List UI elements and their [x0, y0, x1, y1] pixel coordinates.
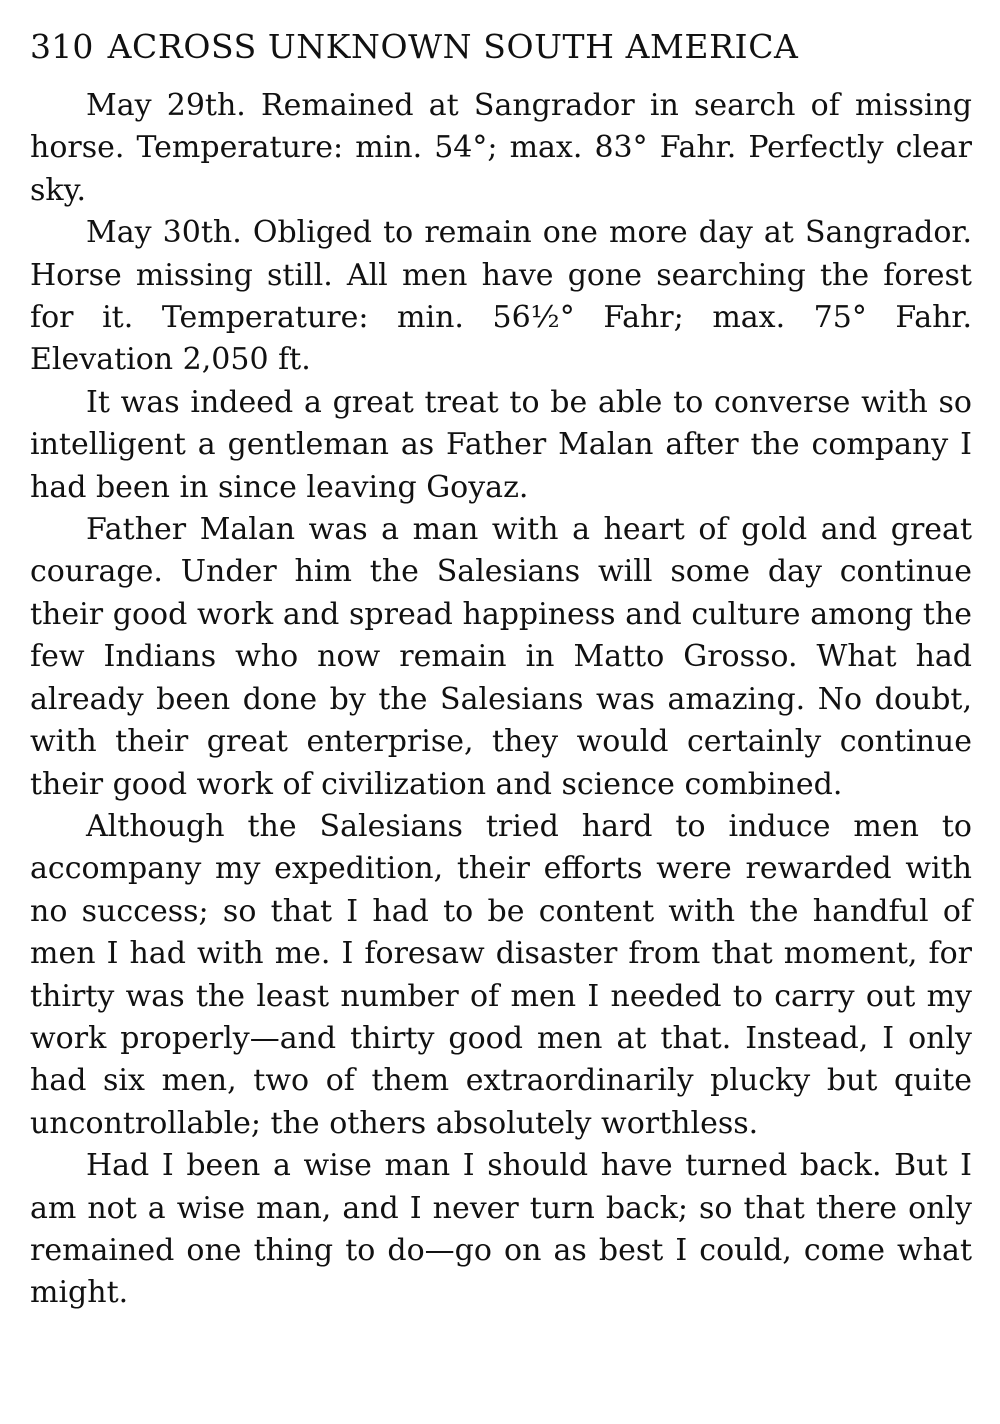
paragraph-recruiting-men: Although the Salesians tried hard to induce men to accompany my expedition, their efforts were rewarded with no success; so that I had to be content with the handful of men I had with me. I foresaw disaster from that moment, for thirty was the least number of men I needed to carry out my work properly—and thirty good men at that. Instead, I only had six men, two of them extraordinarily plucky but quite uncontrollable; the others absolutely worthless.: [30, 808, 972, 1141]
paragraph-father-malan-character: Father Malan was a man with a heart of gold and great courage. Under him the Salesians will some day continue their good work and spread happiness and culture among the few Indians who now remain in Matto Grosso. What had already been done by the Salesians was amazing. No doubt, with their great enterprise, they would certainly continue their good work of civilization and science combined.: [30, 512, 972, 802]
paragraph-father-malan-conversation: It was indeed a great treat to be able to converse with so intelligent a gentleman as Father Malan after the company I had been in since leaving Goyaz.: [30, 384, 972, 505]
running-title: ACROSS UNKNOWN SOUTH AMERICA: [107, 27, 799, 66]
paragraph-may-30: May 30th. Obliged to remain one more day at Sangrador. Horse missing still. All men have gone searching the forest for it. Temperature: min. 56½° Fahr; max. 75° Fahr. Elevation 2,050 ft.: [30, 215, 972, 378]
paragraph-may-29: May 29th. Remained at Sangrador in search of missing horse. Temperature: min. 54°; max. 83° Fahr. Perfectly clear sky.: [30, 88, 972, 208]
paragraph-never-turn-back: Had I been a wise man I should have turned back. But I am not a wise man, and I never turn back; so that there only remained one thing to do—go on as best I could, come what might.: [30, 1148, 972, 1311]
running-head: [30, 22, 980, 72]
body-text: [30, 85, 972, 1315]
page-number: 310: [30, 27, 94, 66]
